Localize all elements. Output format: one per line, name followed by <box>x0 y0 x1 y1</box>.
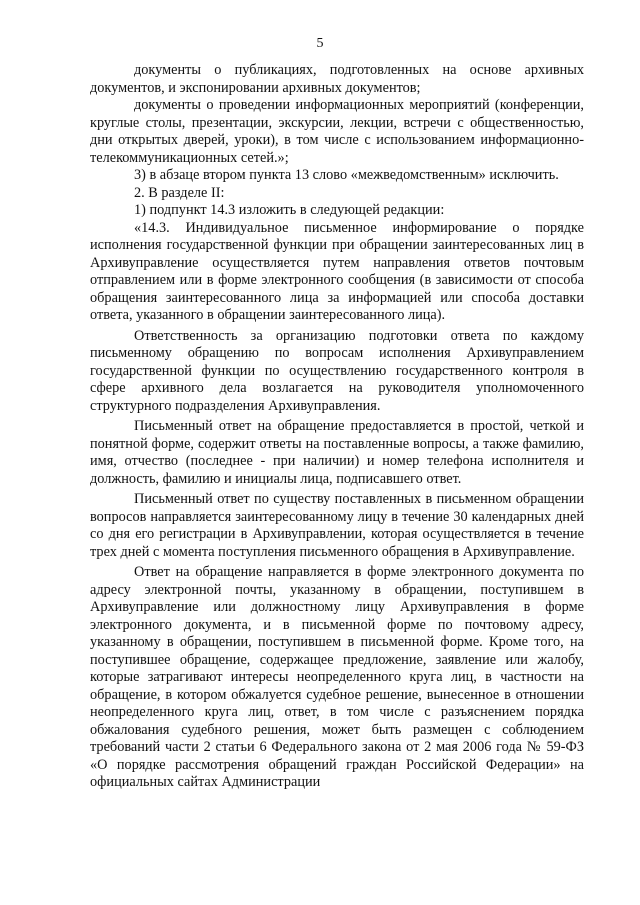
paragraph-item-3: 3) в абзаце втором пункта 13 слово «межведомственным» исключить. <box>134 167 559 183</box>
page-number: 5 <box>316 36 324 51</box>
paragraph-14-3: «14.3. Индивидуальное письменное информирование о порядке исполнения государственной функции при обращении заинтересованных лиц в Архивуправление осуществляется путем направления ответов почтовым отправлением или в форме электронного сообщения (в зависимости от способа обращения заинтересованного лица за информацией или способа доставки ответа, указанного в обращении заинтересованного лица). <box>90 219 584 323</box>
document-body <box>90 62 584 792</box>
paragraph-subitem-1: 1) подпункт 14.3 изложить в следующей редакции: <box>134 202 445 218</box>
paragraph-responsibility: Ответственность за организацию подготовки ответа по каждому письменному обращению по вопросам исполнения Архивуправлением государственной функции по осуществлению государственного контроля в сфере архивного дела возлагается на руководителя уполномоченного структурного подразделения Архивуправления. <box>90 327 584 414</box>
paragraph-section-2: 2. В разделе II: <box>134 184 225 201</box>
paragraph-events: документы о проведении информационных мероприятий (конференции, круглые столы, презентации, экскурсии, лекции, встречи с общественностью, дни открытых дверей, уроки), в том числе с использованием информационно-телекоммуникационных сетей.»; <box>90 97 584 166</box>
paragraph-publications: документы о публикациях, подготовленных на основе архивных документов, и экспонировании архивных документов; <box>90 62 584 96</box>
paragraph-answer-delivery: Ответ на обращение направляется в форме электронного документа по адресу электронной почты, указанному в обращении, поступившем в Архивуправление или должностному лицу Архивуправления в форме электронного документа, и в письменной форме по почтовому адресу, указанному в обращении, поступившем в письменной форме. Кроме того, на поступившее обращение, содержащее предложение, заявление или жалобу, которые затрагивают интересы неопределенного круга лиц, в частности на обращение, в котором обжалуется судебное решение, вынесенное в отношении неопределенного круга лиц, ответ, в том числе с разъяснением порядка обжалования судебного решения, может быть размещен с соблюдением требований части 2 статьи 6 Федерального закона от 2 мая 2006 года № 59-ФЗ «О порядке рассмотрения обращений граждан Российской Федерации» на официальных сайтах Администрации <box>90 564 584 790</box>
paragraph-answer-deadline: Письменный ответ по существу поставленных в письменном обращении вопросов направляется заинтересованному лицу в течение 30 календарных дней со дня его регистрации в Архивуправлении, которая осуществляется в течение трех дней с момента поступления письменного обращения в Архивуправление. <box>90 491 584 560</box>
paragraph-written-answer: Письменный ответ на обращение предоставляется в простой, четкой и понятной форме, содержит ответы на поставленные вопросы, а также фамилию, имя, отчество (последнее - при наличии) и номер телефона исполнителя и должность, фамилию и инициалы лица, подписавшего ответ. <box>90 418 584 487</box>
